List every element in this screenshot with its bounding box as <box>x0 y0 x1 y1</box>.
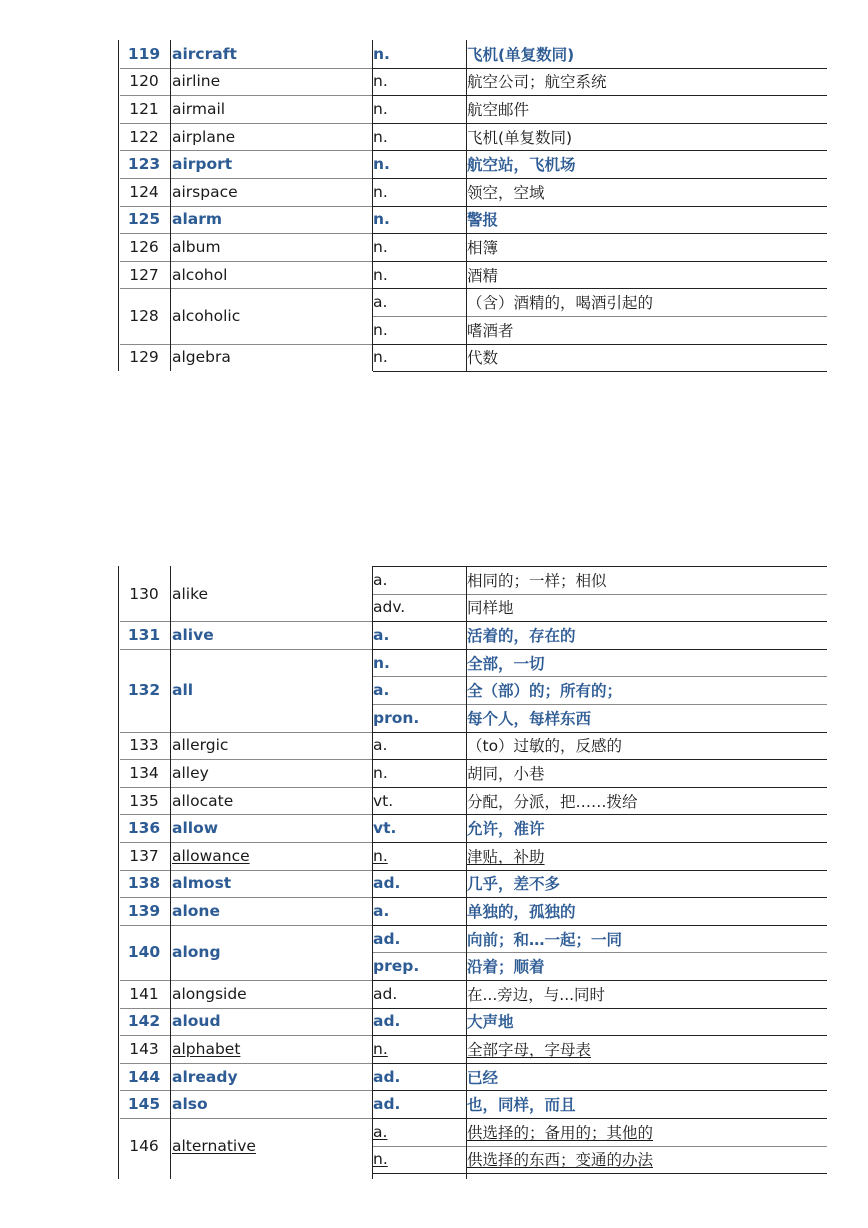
table-row <box>118 566 827 621</box>
part-of-speech <box>373 288 465 316</box>
part-of-speech <box>373 676 465 704</box>
headword-text: already <box>172 1067 238 1086</box>
definition <box>467 897 827 925</box>
entry-number: 131 <box>127 625 161 644</box>
definition <box>467 150 827 178</box>
entry-number: 119 <box>127 44 161 63</box>
headword <box>172 732 370 760</box>
part-of-speech-text: ad. <box>373 874 401 893</box>
definition <box>467 649 827 677</box>
def-column-rule <box>466 566 467 1179</box>
part-of-speech-text: n. <box>373 348 388 367</box>
part-of-speech-text: n. <box>373 763 388 782</box>
part-of-speech <box>373 566 465 594</box>
definition-text: 航空公司；航空系统 <box>467 73 607 92</box>
definition-text: 几乎，差不多 <box>467 875 561 894</box>
part-of-speech-text: n. <box>373 44 390 63</box>
headword-text: alarm <box>172 210 223 229</box>
headword <box>172 261 370 289</box>
headword-text: aloud <box>172 1012 221 1031</box>
headword <box>172 621 370 649</box>
definition-text: 同样地 <box>467 599 514 618</box>
definition-text: 沿着；顺着 <box>467 958 545 977</box>
headword-text: almost <box>172 874 232 893</box>
definition-text: 活着的，存在的 <box>467 626 576 645</box>
headword <box>172 814 370 842</box>
definition-text: 飞机(单复数同) <box>467 45 575 64</box>
definition-text: 也，同样，而且 <box>467 1096 576 1115</box>
table-row <box>118 649 827 732</box>
headword <box>172 842 370 870</box>
part-of-speech-text: n. <box>373 237 388 256</box>
word-column-rule <box>170 40 171 371</box>
definition <box>467 288 827 316</box>
table-row <box>118 68 827 96</box>
part-of-speech <box>373 178 465 206</box>
definition-text: 供选择的东西；变通的办法 <box>467 1151 654 1170</box>
part-of-speech <box>373 261 465 289</box>
headword <box>172 68 370 96</box>
definition <box>467 233 827 261</box>
definition <box>467 980 827 1008</box>
definition-text: 代数 <box>467 349 499 368</box>
part-of-speech-text: n. <box>373 182 388 201</box>
part-of-speech-text: prep. <box>373 957 420 976</box>
definition <box>467 123 827 151</box>
headword <box>172 40 370 68</box>
definition-text: 允许，准许 <box>467 820 545 839</box>
entry-number: 141 <box>129 984 159 1003</box>
entry-number: 127 <box>129 265 159 284</box>
part-of-speech-text: n. <box>373 1039 388 1058</box>
entry-number: 126 <box>129 237 159 256</box>
definition-text: 向前；和…一起；一同 <box>467 930 623 949</box>
table-top-line <box>373 566 827 567</box>
left-border <box>118 566 119 1179</box>
table-row <box>118 1118 827 1173</box>
part-of-speech-text: n. <box>373 72 388 91</box>
entry-number: 123 <box>127 155 161 174</box>
part-of-speech <box>373 1146 465 1174</box>
part-of-speech <box>373 40 465 68</box>
entry-number: 132 <box>127 681 161 700</box>
table-row <box>118 980 827 1008</box>
headword <box>172 206 370 234</box>
definition <box>467 1090 827 1118</box>
headword <box>172 870 370 898</box>
definition-text: 单独的，孤独的 <box>467 902 576 921</box>
headword-text: all <box>172 681 194 700</box>
definition <box>467 676 827 704</box>
headword <box>172 897 370 925</box>
definition-text: 大声地 <box>467 1013 514 1032</box>
part-of-speech <box>373 1118 465 1146</box>
headword-text: alongside <box>172 984 247 1003</box>
definition-text: （to）过敏的，反感的 <box>467 737 623 756</box>
headword-text: allow <box>172 819 219 838</box>
part-of-speech <box>373 925 465 953</box>
definition <box>467 732 827 760</box>
part-of-speech-text: n. <box>373 210 390 229</box>
definition-text: （含）酒精的，喝酒引起的 <box>467 294 654 313</box>
definition <box>467 316 827 344</box>
headword-text: airspace <box>172 182 238 201</box>
part-of-speech-text: a. <box>373 901 390 920</box>
headword <box>172 1118 370 1173</box>
definition-text: 津贴，补助 <box>467 847 545 866</box>
table-row <box>118 150 827 178</box>
part-of-speech-text: adv. <box>373 598 406 617</box>
part-of-speech-text: a. <box>373 736 388 755</box>
headword <box>172 123 370 151</box>
definition <box>467 814 827 842</box>
table-row <box>118 870 827 898</box>
part-of-speech-text: n. <box>373 846 388 865</box>
part-of-speech <box>373 787 465 815</box>
headword-text: along <box>172 943 221 962</box>
definition <box>467 1008 827 1036</box>
entry-number: 136 <box>127 819 161 838</box>
definition <box>467 40 827 68</box>
definition <box>467 1118 827 1146</box>
definition <box>467 925 827 953</box>
definition-text: 航空邮件 <box>467 100 530 119</box>
word-column-rule <box>170 566 171 1179</box>
part-of-speech <box>373 732 465 760</box>
definition-text: 全部，一切 <box>467 654 545 673</box>
table-row <box>118 178 827 206</box>
headword-text: algebra <box>172 348 231 367</box>
pos-column-rule <box>372 40 373 371</box>
entry-number: 125 <box>127 210 161 229</box>
definition <box>467 1063 827 1091</box>
part-of-speech-text: ad. <box>373 929 401 948</box>
table-row <box>118 842 827 870</box>
part-of-speech <box>373 344 465 372</box>
headword-text: alcohol <box>172 265 228 284</box>
part-of-speech-text: n. <box>373 653 390 672</box>
part-of-speech <box>373 233 465 261</box>
entry-number: 135 <box>129 791 159 810</box>
pos-column-rule <box>372 566 373 1179</box>
part-of-speech <box>373 316 465 344</box>
definition <box>467 870 827 898</box>
headword <box>172 95 370 123</box>
table-row <box>118 897 827 925</box>
part-of-speech-text: a. <box>373 293 388 312</box>
entry-number: 124 <box>129 182 159 201</box>
entry-number: 120 <box>129 72 159 91</box>
table-row <box>118 1035 827 1063</box>
definition-text: 嗜酒者 <box>467 321 514 340</box>
headword <box>172 925 370 980</box>
part-of-speech-text: n. <box>373 127 388 146</box>
definition <box>467 261 827 289</box>
table-row <box>118 206 827 234</box>
definition-text: 警报 <box>467 211 499 230</box>
table-row <box>118 95 827 123</box>
table-row <box>118 233 827 261</box>
part-of-speech <box>373 150 465 178</box>
headword <box>172 787 370 815</box>
part-of-speech <box>373 704 465 732</box>
entry-number: 128 <box>129 306 159 325</box>
headword-text: also <box>172 1095 208 1114</box>
headword <box>172 649 370 732</box>
table-row <box>118 1063 827 1091</box>
headword <box>172 288 370 343</box>
definition-text: 在...旁边，与...同时 <box>467 985 606 1004</box>
part-of-speech <box>373 123 465 151</box>
part-of-speech-text: a. <box>373 570 388 589</box>
part-of-speech <box>373 1035 465 1063</box>
table-row <box>118 621 827 649</box>
definition <box>467 68 827 96</box>
table-row <box>118 123 827 151</box>
headword <box>172 566 370 621</box>
part-of-speech-text: vt. <box>373 791 394 810</box>
definition-text: 供选择的；备用的；其他的 <box>467 1123 654 1142</box>
part-of-speech-text: ad. <box>373 1095 401 1114</box>
headword <box>172 344 370 372</box>
table-bottom-line <box>373 371 827 372</box>
definition <box>467 787 827 815</box>
entry-number: 140 <box>127 943 161 962</box>
headword-text: alike <box>172 584 209 603</box>
table-row <box>118 261 827 289</box>
headword-text: alive <box>172 625 214 644</box>
definition <box>467 842 827 870</box>
part-of-speech <box>373 980 465 1008</box>
table-bottom-line <box>373 1173 827 1174</box>
part-of-speech-text: n. <box>373 99 388 118</box>
entry-number: 130 <box>129 584 159 603</box>
part-of-speech <box>373 1063 465 1091</box>
entry-number: 139 <box>127 901 161 920</box>
headword <box>172 178 370 206</box>
definition-text: 每个人，每样东西 <box>467 709 592 728</box>
definition <box>467 1146 827 1174</box>
part-of-speech-text: ad. <box>373 1012 401 1031</box>
part-of-speech <box>373 1090 465 1118</box>
headword-text: aircraft <box>172 44 237 63</box>
part-of-speech <box>373 649 465 677</box>
entry-number: 129 <box>129 348 159 367</box>
definition <box>467 178 827 206</box>
headword-text: airmail <box>172 99 226 118</box>
table-row <box>118 288 827 343</box>
part-of-speech <box>373 95 465 123</box>
definition-text: 已经 <box>467 1068 499 1087</box>
definition-text: 航空站，飞机场 <box>467 156 576 175</box>
part-of-speech-text: n. <box>373 155 390 174</box>
table-row <box>118 344 827 372</box>
table-row <box>118 1008 827 1036</box>
entry-number: 138 <box>127 874 161 893</box>
headword <box>172 980 370 1008</box>
definition <box>467 704 827 732</box>
headword <box>172 1090 370 1118</box>
definition <box>467 95 827 123</box>
table-row <box>118 787 827 815</box>
entry-number: 121 <box>129 99 159 118</box>
definition-text: 相簿 <box>467 238 499 257</box>
part-of-speech-text: pron. <box>373 708 420 727</box>
definition <box>467 594 827 622</box>
entry-number: 145 <box>127 1095 161 1114</box>
part-of-speech-text: ad. <box>373 1067 401 1086</box>
part-of-speech <box>373 621 465 649</box>
part-of-speech-text: a. <box>373 681 390 700</box>
table-row <box>118 925 827 980</box>
definition-text: 分配，分派，把……拨给 <box>467 792 638 811</box>
entry-number: 146 <box>129 1136 159 1155</box>
part-of-speech <box>373 897 465 925</box>
part-of-speech-text: a. <box>373 625 390 644</box>
definition-text: 全（部）的；所有的； <box>467 682 623 701</box>
entry-number: 134 <box>129 763 159 782</box>
headword-text: airport <box>172 155 233 174</box>
part-of-speech <box>373 870 465 898</box>
part-of-speech <box>373 952 465 980</box>
headword <box>172 1063 370 1091</box>
headword <box>172 1008 370 1036</box>
headword-text: allocate <box>172 791 234 810</box>
definition <box>467 566 827 594</box>
headword-text: airline <box>172 72 221 91</box>
part-of-speech <box>373 68 465 96</box>
headword <box>172 759 370 787</box>
headword-text: album <box>172 237 221 256</box>
headword-text: alcoholic <box>172 306 241 325</box>
definition-text: 全部字母，字母表 <box>467 1040 592 1059</box>
headword-text: alley <box>172 763 209 782</box>
headword <box>172 150 370 178</box>
headword-text: alphabet <box>172 1039 241 1058</box>
definition <box>467 952 827 980</box>
entry-number: 144 <box>127 1067 161 1086</box>
definition-text: 飞机(单复数同) <box>467 128 573 147</box>
headword-text: alternative <box>172 1136 256 1155</box>
part-of-speech <box>373 814 465 842</box>
definition-text: 领空，空域 <box>467 183 545 202</box>
definition <box>467 1035 827 1063</box>
entry-number: 133 <box>129 736 159 755</box>
entry-number: 137 <box>129 846 159 865</box>
definition <box>467 206 827 234</box>
headword <box>172 1035 370 1063</box>
definition-text: 酒精 <box>467 266 499 285</box>
definition-text: 相同的；一样；相似 <box>467 571 607 590</box>
part-of-speech-text: n. <box>373 320 388 339</box>
part-of-speech-text: n. <box>373 1150 388 1169</box>
left-border <box>118 40 119 371</box>
part-of-speech-text: vt. <box>373 819 397 838</box>
entry-number: 142 <box>127 1012 161 1031</box>
part-of-speech <box>373 759 465 787</box>
entry-number: 122 <box>129 127 159 146</box>
part-of-speech <box>373 206 465 234</box>
table-row <box>118 1090 827 1118</box>
part-of-speech-text: n. <box>373 265 388 284</box>
entry-number: 143 <box>129 1039 159 1058</box>
part-of-speech-text: a. <box>373 1122 388 1141</box>
headword-text: alone <box>172 901 220 920</box>
headword-text: airplane <box>172 127 236 146</box>
definition <box>467 344 827 372</box>
def-column-rule <box>466 40 467 371</box>
definition <box>467 621 827 649</box>
table-row <box>118 732 827 760</box>
headword-text: allowance <box>172 846 250 865</box>
headword-text: allergic <box>172 736 229 755</box>
table-row <box>118 40 827 68</box>
definition-text: 胡同，小巷 <box>467 764 545 783</box>
headword <box>172 233 370 261</box>
part-of-speech <box>373 842 465 870</box>
part-of-speech <box>373 1008 465 1036</box>
table-row <box>118 759 827 787</box>
part-of-speech <box>373 594 465 622</box>
definition <box>467 759 827 787</box>
table-row <box>118 814 827 842</box>
part-of-speech-text: ad. <box>373 984 398 1003</box>
